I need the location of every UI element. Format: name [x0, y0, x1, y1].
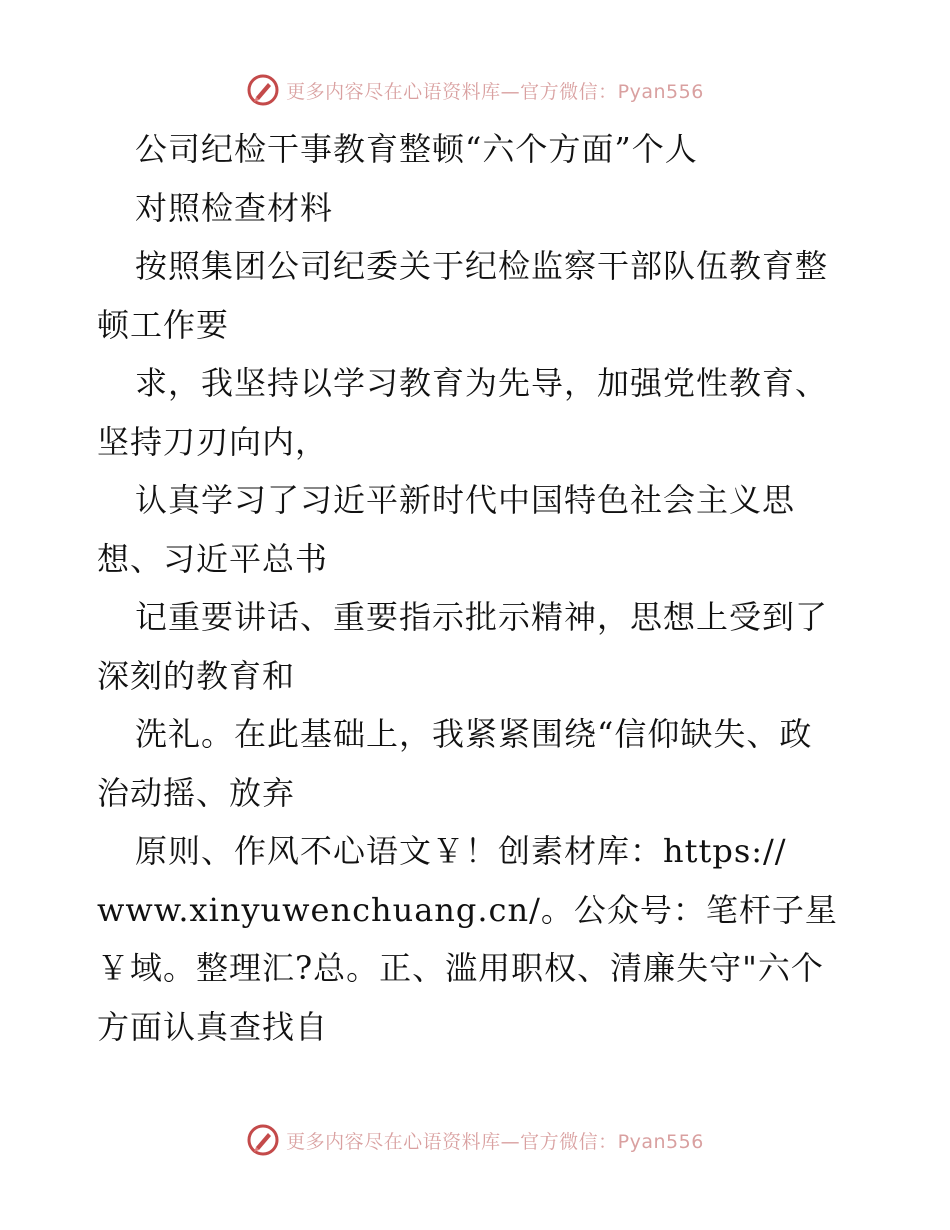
doc-title-line-1: 公司纪检干事教育整顿“六个方面”个人: [135, 130, 698, 168]
paragraph-line: 想、习近平总书: [97, 539, 329, 578]
paragraph-line: 按照集团公司纪委关于纪检监察干部队伍教育整: [135, 247, 829, 285]
paragraph-line: 洗礼。在此基础上，我紧紧围绕“信仰缺失、政: [135, 715, 813, 753]
paragraph-line: 求，我坚持以学习教育为先导，加强党性教育、: [135, 364, 829, 402]
footer-banner-text: 更多内容尽在心语资料库—官方微信：Pyan556: [286, 1130, 704, 1153]
header-banner-text: 更多内容尽在心语资料库—官方微信：Pyan556: [286, 80, 704, 103]
pen-logo-icon: [246, 73, 280, 107]
paragraph-line: 方面认真查找自: [97, 1007, 329, 1046]
paragraph-line: 坚持刀刃向内，: [97, 422, 329, 461]
header-banner: [0, 70, 950, 110]
paragraph-line: 治动摇、放弃: [97, 773, 296, 812]
doc-title-line-2: 对照检查材料: [135, 188, 334, 227]
paragraph-line: 原则、作风不心语文￥！创素材库：https://: [135, 832, 787, 870]
paragraph-line: 顿工作要: [97, 305, 230, 344]
paragraph-line: 深刻的教育和: [97, 656, 296, 695]
document-body: [97, 120, 857, 1056]
paragraph-line: ￥域。整理汇?总。正、滥用职权、清廉失守"六个: [97, 949, 824, 987]
paragraph-line: 认真学习了习近平新时代中国特色社会主义思: [135, 481, 796, 519]
paragraph-line: 记重要讲话、重要指示批示精神，思想上受到了: [135, 598, 829, 636]
footer-banner: [0, 1120, 950, 1160]
paragraph-line: www.xinyuwenchuang.cn/。公众号：笔杆子星: [97, 890, 838, 929]
pen-logo-icon: [246, 1123, 280, 1157]
